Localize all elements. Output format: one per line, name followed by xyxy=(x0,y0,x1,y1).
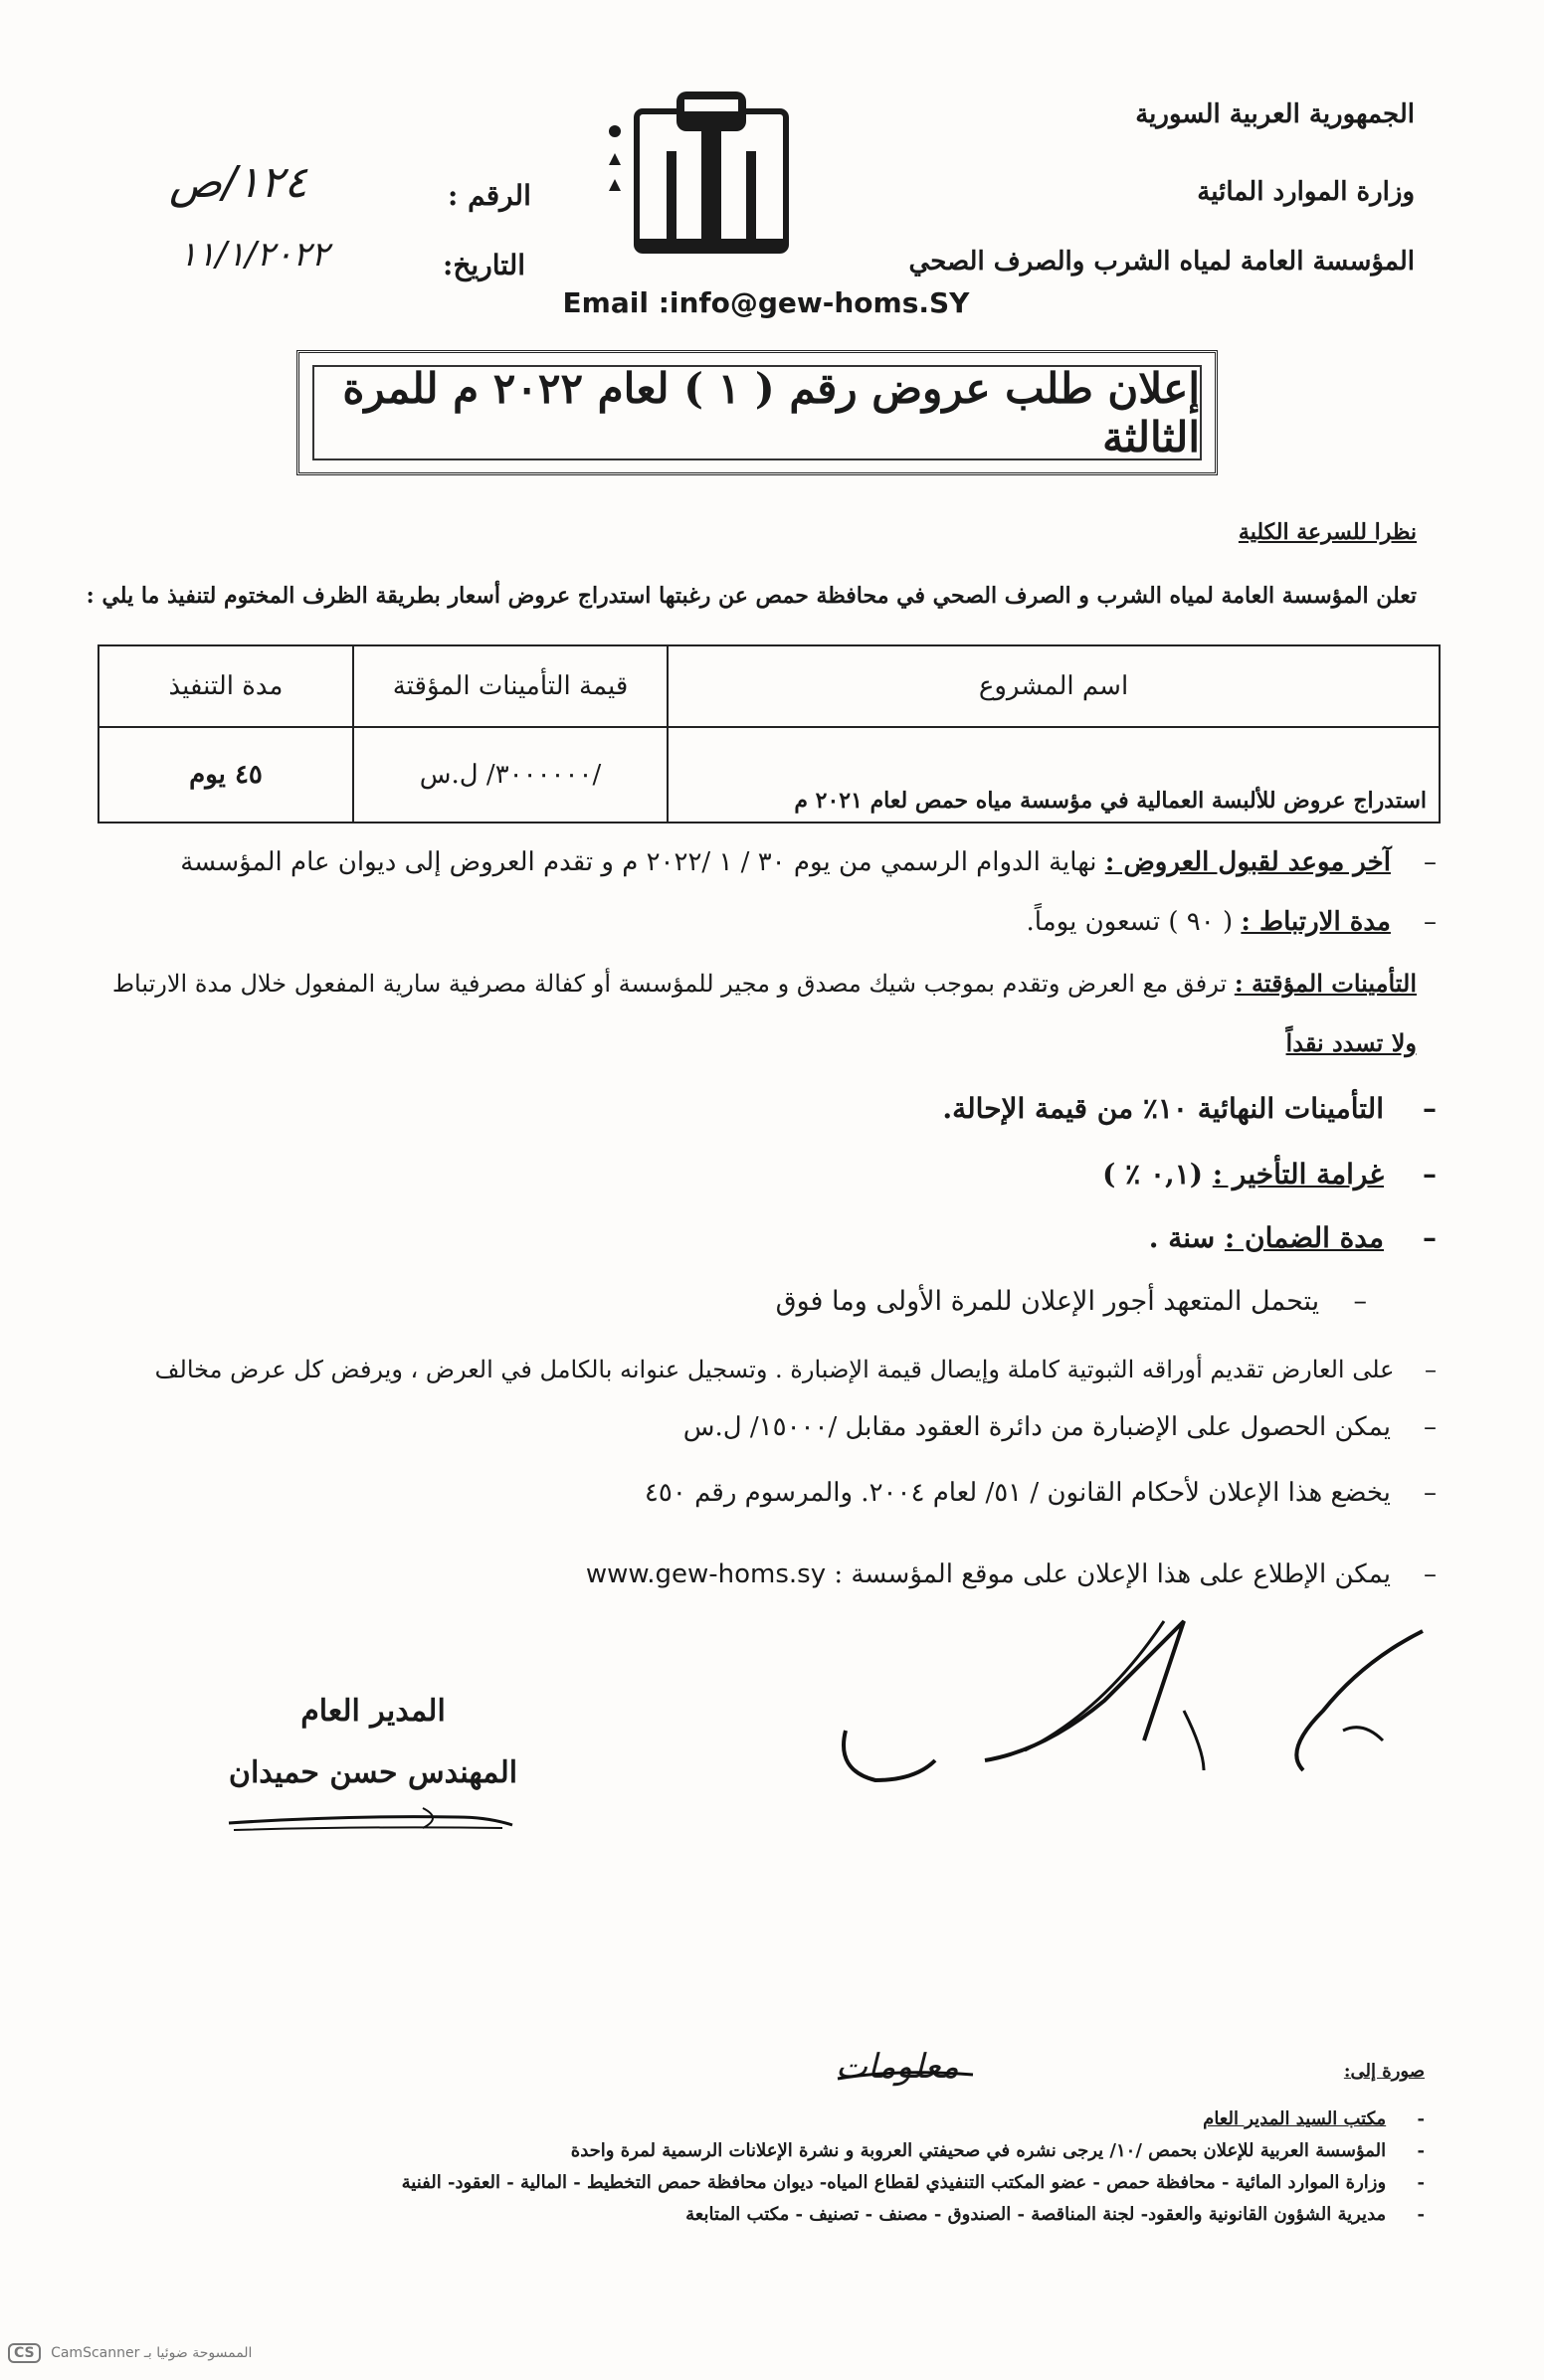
dash-icon: - xyxy=(1392,2172,1425,2193)
header-institution: المؤسسة العامة لمياه الشرب والصرف الصحي xyxy=(908,247,1415,276)
copies-note: معلومات xyxy=(836,2047,960,2087)
temp-insurance-cash: ولا تسدد نقداً xyxy=(1285,1028,1417,1057)
header-ministry: وزارة الموارد المائية xyxy=(1197,177,1415,207)
table-row xyxy=(98,727,1440,823)
documents-text: على العارض تقديم أوراقه الثبوتية كاملة وإيصال قيمة الإضبارة . وتسجيل عنوانه بالكامل في العرض ، ويرفض كل عرض مخالف xyxy=(154,1356,1395,1383)
clause-website xyxy=(586,1557,1437,1591)
copies-item xyxy=(402,2170,1425,2196)
institution-logo xyxy=(607,92,806,261)
clause-ad-cost xyxy=(776,1285,1367,1319)
director-signature xyxy=(224,1798,522,1838)
deadline-text: نهاية الدوام الرسمي من يوم ٣٠ / ١ /٢٠٢٢ م و تقدم العروض إلى ديوان عام المؤسسة xyxy=(180,847,1097,877)
signature-name: المهندس حسن حميدان xyxy=(228,1755,518,1790)
dash-icon: – xyxy=(1399,1559,1437,1589)
copies-item-text: وزارة الموارد المائية - محافظة حمص - عضو المكتب التنفيذي لقطاع المياه- ديوان محافظة حمص التخطيط - المالية - العقود- الفنية xyxy=(401,2172,1387,2193)
header-country: الجمهورية العربية السورية xyxy=(1135,99,1415,129)
dash-icon: – xyxy=(1399,1478,1437,1508)
copies-item-text: مديرية الشؤون القانونية والعقود- لجنة المناقصة - الصندوق - مصنف - تصنيف - مكتب المتابعة xyxy=(685,2204,1387,2225)
urgency-note: نظرا للسرعة الكلية xyxy=(1238,519,1417,545)
dash-icon: - xyxy=(1392,2140,1425,2161)
dash-icon: – xyxy=(1402,1356,1437,1383)
dash-icon: - xyxy=(1392,2108,1425,2129)
intro-text: تعلن المؤسسة العامة لمياه الشرب و الصرف الصحي في محافظة حمص عن رغبتها استدراج عروض أسعار بطريقة الظرف المختوم لتنفيذ ما يلي : xyxy=(86,583,1417,609)
dash-icon: – xyxy=(1399,907,1437,937)
scanner-footer xyxy=(0,2337,358,2377)
announcement-title: إعلان طلب عروض رقم ( ١ ) لعام ٢٠٢٢ م للمرة الثالثة xyxy=(342,364,1200,461)
table-header-row xyxy=(98,645,1440,727)
date-label: التاريخ: xyxy=(443,249,526,281)
header-project-name: اسم المشروع xyxy=(668,645,1440,727)
camscanner-badge: CS xyxy=(8,2343,41,2363)
announcement-title-box xyxy=(296,350,1218,475)
header-temp-insurance: قيمة التأمينات المؤقتة xyxy=(353,645,668,727)
ad-cost-text: يتحمل المتعهد أجور الإعلان للمرة الأولى وما فوق xyxy=(775,1286,1320,1317)
clause-law xyxy=(645,1476,1437,1510)
clause-dossier xyxy=(683,1410,1437,1444)
clause-delay-penalty xyxy=(1102,1158,1437,1191)
clause-documents xyxy=(155,1353,1437,1386)
dash-icon: – xyxy=(1393,1092,1437,1125)
cell-project-name: استدراج عروض للألبسة العمالية في مؤسسة مياه حمص لعام ٢٠٢١ م xyxy=(668,727,1440,823)
dash-icon: – xyxy=(1399,847,1437,877)
copies-item xyxy=(571,2138,1425,2164)
copies-item xyxy=(1203,2106,1425,2132)
dash-icon: – xyxy=(1393,1158,1437,1190)
cell-temp-insurance: /٣٠٠٠٠٠٠/ ل.س xyxy=(353,727,668,823)
copies-item-text: المؤسسة العربية للإعلان بحمص /١٠/ يرجى نشره في صحيفتي العروبة و نشرة الإعلانات الرسمية لمرة واحدة xyxy=(570,2140,1387,2161)
email-address: Email :info@gew-homs.SY xyxy=(562,286,970,319)
dash-icon: – xyxy=(1327,1286,1367,1317)
dash-icon: – xyxy=(1393,1221,1437,1254)
note-underline xyxy=(836,2059,975,2089)
deadline-label: آخر موعد لقبول العروض : xyxy=(1104,847,1391,877)
clause-warranty xyxy=(1149,1221,1437,1255)
number-label: الرقم : xyxy=(448,179,531,212)
delay-label: غرامة التأخير : xyxy=(1212,1158,1384,1190)
signature-block xyxy=(209,1681,537,1804)
number-value: ١٢٤/ص xyxy=(169,157,307,208)
copies-item-text: مكتب السيد المدير العام xyxy=(1203,2108,1387,2129)
date-value: ١١/١/٢٠٢٢ xyxy=(179,235,329,275)
dash-icon: – xyxy=(1399,1412,1437,1442)
temp-insurance-text: ترفق مع العرض وتقدم بموجب شيك مصدق و مجير للمؤسسة أو كفالة مصرفية سارية المفعول خلال مدة الارتباط xyxy=(111,970,1228,998)
project-table xyxy=(97,644,1441,824)
copies-item xyxy=(685,2202,1425,2228)
dossier-text: يمكن الحصول على الإضبارة من دائرة العقود مقابل /١٥٠٠٠/ ل.س xyxy=(682,1412,1391,1442)
commitment-label: مدة الارتباط : xyxy=(1241,907,1391,937)
clause-temp-insurance xyxy=(112,967,1417,1001)
signature-role: المدير العام xyxy=(300,1694,446,1729)
clause-final-insurance xyxy=(942,1092,1437,1126)
clause-commitment xyxy=(1027,905,1437,939)
handwritten-signature xyxy=(826,1591,1462,1800)
warranty-text: سنة . xyxy=(1148,1221,1216,1254)
copies-label: صورة إلى: xyxy=(1343,2061,1425,2082)
law-text: يخضع هذا الإعلان لأحكام القانون / ٥١/ لعام ٢٠٠٤. والمرسوم رقم ٤٥٠ xyxy=(644,1478,1391,1508)
clause-deadline xyxy=(180,845,1437,879)
camscanner-text: CamScanner الممسوحة ضوئيا بـ xyxy=(51,2345,253,2361)
final-insurance-text: التأمينات النهائية ١٠٪ من قيمة الإحالة. xyxy=(942,1092,1384,1125)
cell-duration: ٤٥ يوم xyxy=(98,727,353,823)
dash-icon: - xyxy=(1392,2204,1425,2225)
warranty-label: مدة الضمان : xyxy=(1224,1221,1384,1254)
commitment-text: ( ٩٠ ) تسعون يوماً. xyxy=(1026,907,1234,937)
temp-insurance-label: التأمينات المؤقتة : xyxy=(1234,969,1417,998)
delay-text: (٠,١ ٪ ) xyxy=(1102,1158,1204,1190)
website-url: www.gew-homs.sy xyxy=(585,1559,827,1589)
header-duration: مدة التنفيذ xyxy=(98,645,353,727)
website-text: يمكن الإطلاع على هذا الإعلان على موقع المؤسسة : xyxy=(834,1559,1391,1589)
